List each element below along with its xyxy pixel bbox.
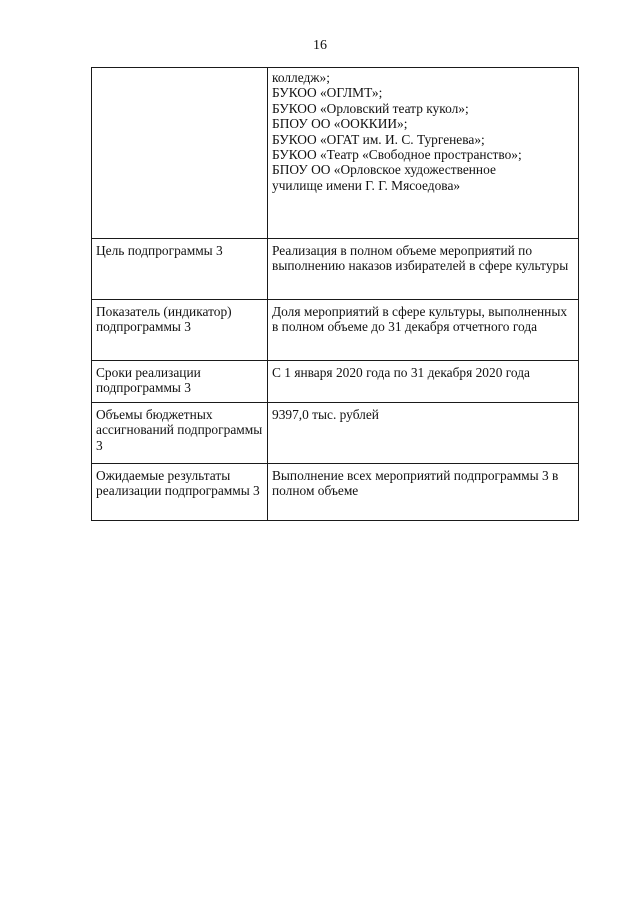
budget-label: Объемы бюджетных ассигнований подпрограммы 3	[96, 406, 263, 453]
table-row-continuation	[92, 68, 579, 239]
row-label	[92, 402, 268, 463]
institution-line: БУКОО «Орловский театр кукол»;	[272, 100, 469, 116]
row-value	[268, 463, 579, 520]
period-value: С 1 января 2020 года по 31 декабря 2020 года	[272, 365, 530, 380]
indicator-label: Показатель (индикатор) подпрограммы 3	[96, 304, 232, 335]
table-row-goal	[92, 239, 579, 300]
table-row-results	[92, 463, 579, 520]
row-label	[92, 239, 268, 300]
results-value: Выполнение всех мероприятий подпрограммы 3 в полном объеме	[272, 467, 559, 499]
institution-line: БПОУ ОО «Орловское художественное	[272, 162, 496, 178]
row-label	[92, 463, 268, 520]
indicator-value: Доля мероприятий в сфере культуры, выполненных в полном объеме до 31 декабря отчетного года	[272, 304, 568, 335]
page-number: 16	[313, 38, 327, 53]
table-row-period	[92, 361, 579, 403]
row-label	[92, 300, 268, 361]
subprogram-passport-table	[91, 67, 579, 521]
row-value	[268, 239, 579, 300]
goal-value: Реализация в полном объеме мероприятий по выполнению наказов избирателей в сфере культуры	[272, 243, 569, 274]
institution-line: колледж»;	[272, 70, 330, 85]
goal-label: Цель подпрограммы 3	[96, 243, 223, 258]
results-label: Ожидаемые результаты реализации подпрограммы 3	[96, 467, 260, 499]
institution-line: БУКОО «Театр «Свободное пространство»;	[272, 147, 522, 163]
institutions-list-cell	[268, 68, 579, 239]
row-value	[268, 402, 579, 463]
budget-value: 9397,0 тыс. рублей	[272, 406, 379, 422]
institution-line: БУКОО «ОГЛМТ»;	[272, 85, 383, 101]
period-label: Сроки реализации подпрограммы 3	[96, 365, 201, 396]
table-row-indicator	[92, 300, 579, 361]
empty-label-cell	[92, 68, 268, 239]
row-label	[92, 361, 268, 403]
row-value	[268, 300, 579, 361]
table-row-budget	[92, 402, 579, 463]
institution-line: БПОУ ОО «ООККИИ»;	[272, 116, 408, 132]
institution-line: училище имени Г. Г. Мясоедова»	[272, 177, 461, 193]
row-value	[268, 361, 579, 403]
institution-line: БУКОО «ОГАТ им. И. С. Тургенева»;	[272, 131, 485, 147]
